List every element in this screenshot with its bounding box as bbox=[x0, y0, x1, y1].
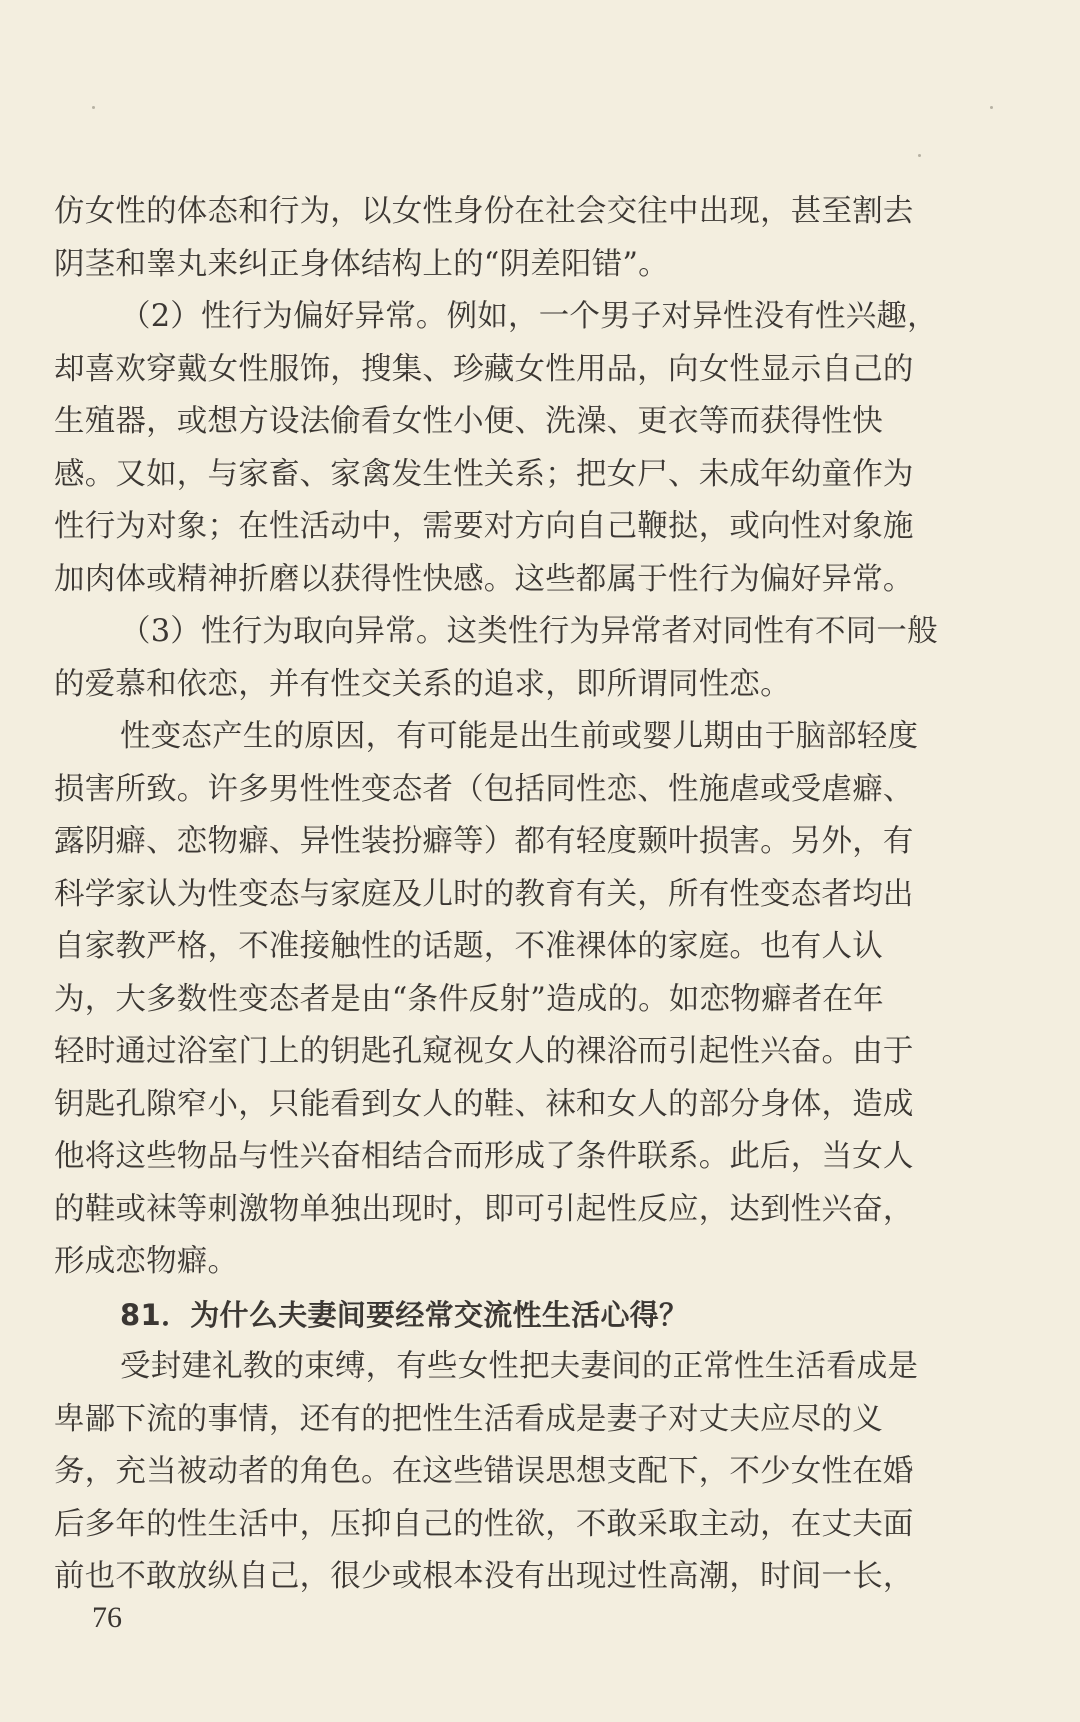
text-line: 务，充当被动者的角色。在这些错误思想支配下，不少女性在婚 bbox=[54, 1454, 914, 1489]
text-line: 受封建礼教的束缚，有些女性把夫妻间的正常性生活看成是 bbox=[120, 1349, 919, 1384]
text-line: 为，大多数性变态者是由“条件反射”造成的。如恋物癖者在年 bbox=[54, 981, 884, 1017]
text-line: 却喜欢穿戴女性服饰，搜集、珍藏女性用品，向女性显示自己的 bbox=[54, 351, 914, 387]
body-text bbox=[54, 186, 994, 1604]
text-line: 他将这些物品与性兴奋相结合而形成了条件联系。此后，当女人 bbox=[54, 1139, 914, 1174]
text-line: 自家教严格，不准接触性的话题，不准裸体的家庭。也有人认 bbox=[54, 929, 883, 964]
text-line: 科学家认为性变态与家庭及儿时的教育有关，所有性变态者均出 bbox=[54, 876, 914, 912]
text-line: 阴茎和睾丸来纠正身体结构上的“阴差阳错”。 bbox=[54, 246, 669, 282]
text-line: 后多年的性生活中，压抑自己的性欲，不敢采取主动，在丈夫面 bbox=[54, 1506, 914, 1542]
text-line: 形成恋物癖。 bbox=[54, 1244, 239, 1279]
paper-speck bbox=[92, 106, 95, 109]
text-line: 性变态产生的原因，有可能是出生前或婴儿期由于脑部轻度 bbox=[120, 719, 919, 754]
text-line: 损害所致。许多男性性变态者（包括同性恋、性施虐或受虐癖、 bbox=[54, 771, 914, 807]
paper-speck bbox=[990, 106, 993, 109]
text-line: （3）性行为取向异常。这类性行为异常者对同性有不同一般 bbox=[120, 614, 938, 649]
page-number: 76 bbox=[92, 1601, 122, 1634]
text-line: 性行为对象；在性活动中，需要对方向自己鞭挞，或向性对象施 bbox=[54, 509, 914, 544]
text-line: 感。又如，与家畜、家禽发生性关系；把女尸、未成年幼童作为 bbox=[54, 456, 914, 492]
text-line: 前也不敢放纵自己，很少或根本没有出现过性高潮，时间一长， bbox=[54, 1559, 914, 1594]
paper-speck bbox=[918, 154, 921, 157]
text-line: 露阴癖、恋物癖、异性装扮癖等）都有轻度颞叶损害。另外，有 bbox=[54, 824, 914, 859]
text-line: 生殖器，或想方设法偷看女性小便、洗澡、更衣等而获得性快 bbox=[54, 404, 883, 439]
text-line: 仿女性的体态和行为，以女性身份在社会交往中出现，甚至割去 bbox=[54, 194, 914, 229]
text-line: 的鞋或袜等刺激物单独出现时，即可引起性反应，达到性兴奋， bbox=[54, 1191, 914, 1227]
section-heading: 81．为什么夫妻间要经常交流性生活心得？ bbox=[120, 1297, 689, 1332]
text-line: 轻时通过浴室门上的钥匙孔窥视女人的裸浴而引起性兴奋。由于 bbox=[54, 1034, 914, 1069]
text-line: 的爱慕和依恋，并有性交关系的追求，即所谓同性恋。 bbox=[54, 666, 791, 702]
text-line: （2）性行为偏好异常。例如，一个男子对异性没有性兴趣， bbox=[120, 299, 938, 334]
text-line: 钥匙孔隙窄小，只能看到女人的鞋、袜和女人的部分身体，造成 bbox=[54, 1086, 914, 1122]
text-line: 加肉体或精神折磨以获得性快感。这些都属于性行为偏好异常。 bbox=[54, 561, 914, 597]
text-line: 卑鄙下流的事情，还有的把性生活看成是妻子对丈夫应尽的义 bbox=[54, 1401, 883, 1437]
